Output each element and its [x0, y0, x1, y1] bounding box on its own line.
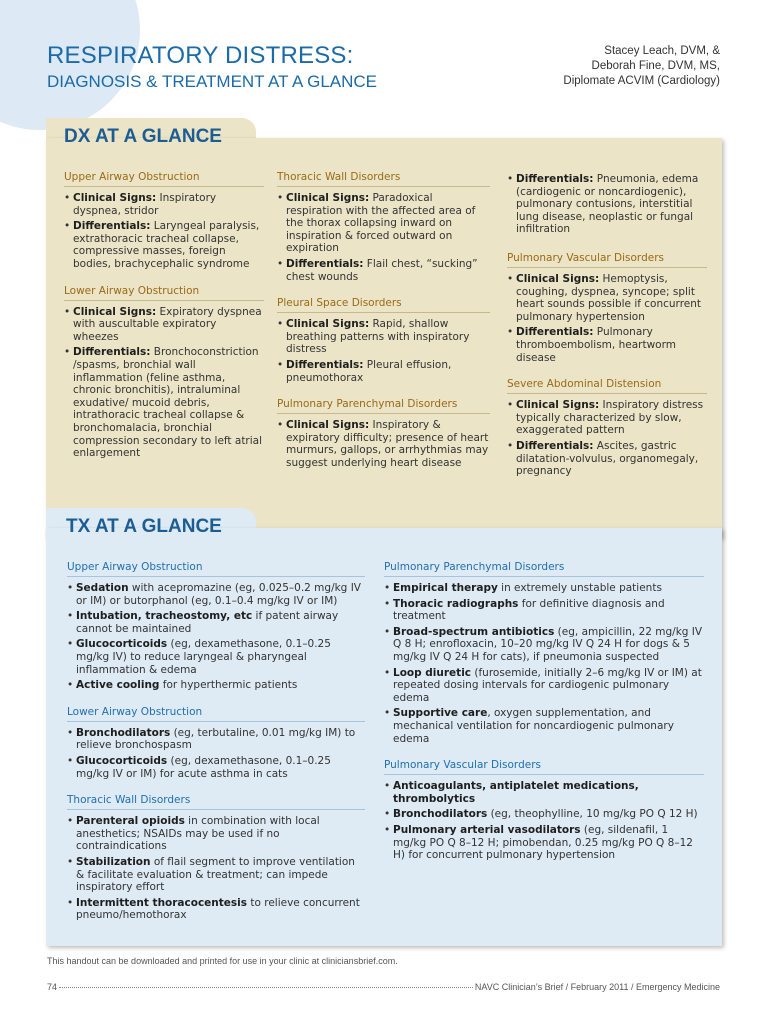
bullet-list [277, 192, 490, 283]
item-label: Bronchodilators [76, 726, 171, 739]
authors [563, 44, 720, 89]
item-text: with acepromazine (eg, 0.025–0.2 mg/kg IV or IM) or butorphanol (eg, 0.1–0.4 mg/kg IV or IM) [76, 582, 361, 607]
list-item [67, 897, 365, 922]
section [507, 378, 707, 478]
item-text: Ascites, gastric dilatation-volvulus, organomegaly, pregnancy [516, 439, 699, 478]
item-label: Clinical Signs: [516, 272, 600, 285]
item-label: Thoracic radiographs [393, 597, 519, 610]
item-text: Flail chest, “sucking” chest wounds [286, 257, 478, 283]
list-item [277, 192, 490, 255]
section [384, 759, 704, 862]
bullet-list [384, 780, 704, 862]
page-title: RESPIRATORY DISTRESS: [47, 42, 354, 69]
item-text: for definitive diagnosis and treatment [393, 597, 665, 623]
list-item [507, 173, 707, 236]
footer-leader-dots [59, 987, 473, 988]
item-text: for hyperthermic patients [159, 679, 298, 692]
list-item [507, 326, 707, 364]
bullet-list [384, 582, 704, 745]
dx-heading: DX AT A GLANCE [64, 126, 222, 147]
item-text: (furosemide, initially 2–6 mg/kg IV or IM) at repeated dosing intervals for cardiogenic pulmonary edema [393, 666, 702, 704]
item-label: Pulmonary arterial vasodilators [393, 823, 581, 836]
section [67, 561, 365, 692]
item-text: (eg, ampicillin, 22 mg/kg IV Q 8 H; enrofloxacin, 10–20 mg/kg IV Q 24 H for dogs & 5 mg/kg IV Q 24 H for cats), if pneumonia suspected [393, 625, 703, 663]
list-item [277, 318, 490, 356]
bullet-list [64, 192, 264, 271]
item-label: Differentials: [73, 220, 151, 233]
bullet-list [67, 815, 365, 922]
item-text: , oxygen supplementation, and mechanical ventilation for noncardiogenic pulmonary edema [393, 707, 674, 745]
item-label: Differentials: [73, 346, 151, 359]
item-label: Clinical Signs: [73, 192, 157, 204]
bullet-list [64, 306, 264, 460]
page-footer [47, 982, 720, 992]
item-text: Hemoptysis, coughing, dyspnea, syncope; split heart sounds possible if concurrent pulmonary hypertension [516, 272, 702, 323]
item-label: Clinical Signs: [286, 192, 370, 204]
item-text: in combination with local anesthetics; NSAIDs may be used if no contraindications [76, 815, 320, 853]
item-text: Pleural effusion, pneumothorax [286, 358, 452, 384]
author-line: Stacey Leach, DVM, & [604, 45, 720, 57]
item-text: Rapid, shallow breathing patterns with inspiratory distress [286, 318, 470, 356]
list-item [277, 359, 490, 384]
bullet-list [507, 399, 707, 478]
dx-column-3-lead [507, 173, 707, 236]
item-text: in extremely unstable patients [497, 582, 662, 594]
item-text: Bronchoconstriction /spasms, bronchial wall inflammation (feline asthma, chronic bronchitis), intraluminal exudative/ mucoid debris, intrathoracic tracheal collapse & bronchomalacia, bronchial compression secondary to left atrial enlargement [73, 346, 263, 460]
section [67, 794, 365, 922]
item-label: Active cooling [76, 679, 160, 692]
section-title: Thoracic Wall Disorders [277, 171, 490, 187]
bullet-list [277, 419, 490, 469]
list-item [67, 679, 365, 692]
footnote: This handout can be downloaded and printed for use in your clinic at cliniciansbrief.com. [47, 956, 398, 966]
item-text: if patent airway cannot be maintained [76, 610, 339, 635]
list-item [67, 638, 365, 676]
list-item [67, 856, 365, 894]
section-title: Pulmonary Vascular Disorders [384, 759, 704, 775]
section [67, 706, 365, 780]
item-text: to relieve concurrent pneumo/hemothorax [76, 896, 360, 922]
section [64, 285, 264, 460]
item-label: Differentials: [286, 358, 364, 371]
list-item [507, 273, 707, 323]
tx-heading: TX AT A GLANCE [66, 516, 222, 537]
item-text: Laryngeal paralysis, extrathoracic tracheal collapse, compressive masses, foreign bodies, brachycephalic syndrome [73, 220, 260, 270]
list-item [64, 220, 264, 270]
item-label: Clinical Signs: [516, 399, 600, 412]
list-item [384, 667, 704, 705]
section-title: Upper Airway Obstruction [64, 171, 264, 187]
item-label: Empirical therapy [393, 582, 498, 594]
item-text: Paradoxical respiration with the affected area of the thorax collapsing inward on inspiration & forced outward on expiration [286, 192, 476, 255]
section-title: Lower Airway Obstruction [64, 285, 264, 301]
section-title: Lower Airway Obstruction [67, 706, 365, 722]
section-title: Upper Airway Obstruction [67, 561, 365, 577]
item-label: Parenteral opioids [76, 815, 185, 828]
section-title: Pulmonary Parenchymal Disorders [277, 398, 490, 414]
list-item [384, 707, 704, 745]
list-item [67, 727, 365, 752]
section [64, 171, 264, 271]
item-label: Bronchodilators [393, 808, 488, 821]
section-title: Pulmonary Vascular Disorders [507, 252, 707, 268]
list-item [67, 815, 365, 853]
list-item [384, 582, 704, 595]
item-label: Stabilization [76, 855, 151, 868]
list-item [64, 192, 264, 217]
dx-column-2 [277, 171, 490, 484]
item-label: Clinical Signs: [286, 419, 370, 432]
list-item [67, 610, 365, 635]
item-label: Differentials: [516, 326, 594, 339]
item-text: (eg, theophylline, 10 mg/kg PO Q 12 H) [487, 808, 698, 821]
item-label: Anticoagulants, antiplatelet medications, thrombolytics [393, 780, 639, 805]
item-label: Clinical Signs: [73, 305, 157, 318]
list-item [384, 824, 704, 862]
page-number: 74 [47, 982, 58, 992]
item-label: Intubation, tracheostomy, etc [76, 610, 253, 623]
section-title: Severe Abdominal Distension [507, 378, 707, 394]
item-text: Inspiratory & expiratory difficulty; presence of heart murmurs, gallops, or arrhythmias may suggest underlying heart disease [286, 419, 489, 469]
item-text: Inspiratory distress typically characterized by slow, exaggerated pattern [516, 399, 704, 437]
publication-info: NAVC Clinician’s Brief / February 2011 / Emergency Medicine [474, 982, 720, 992]
item-text: Expiratory dyspnea with auscultable expiratory wheezes [73, 305, 262, 343]
section [277, 297, 490, 384]
item-text: Pulmonary thromboembolism, heartworm disease [516, 326, 676, 364]
item-label: Clinical Signs: [286, 318, 370, 331]
list-item [384, 626, 704, 664]
list-item [64, 306, 264, 344]
tx-column-2 [384, 561, 704, 876]
author-line: Diplomate ACVIM (Cardiology) [563, 75, 720, 87]
list-item [277, 258, 490, 283]
bullet-list [67, 582, 365, 692]
section-title: Pleural Space Disorders [277, 297, 490, 313]
list-item [507, 399, 707, 437]
item-label: Differentials: [286, 257, 364, 270]
item-text: (eg, dexamethasone, 0.1–0.25 mg/kg IV) to reduce laryngeal & pharyngeal inflammation & edema [76, 638, 331, 676]
list-item [384, 780, 704, 805]
list-item [384, 598, 704, 623]
item-text: (eg, sildenafil, 1 mg/kg PO Q 8–12 H; pimobendan, 0.25 mg/kg PO Q 8–12 H) for concurrent pulmonary hypertension [393, 823, 693, 862]
tx-column-1 [67, 561, 365, 936]
section-title: Thoracic Wall Disorders [67, 794, 365, 810]
item-text: Inspiratory dyspnea, stridor [73, 192, 217, 217]
list-item [67, 755, 365, 780]
item-text: Pneumonia, edema (cardiogenic or noncardiogenic), pulmonary contusions, interstitial lung disease, neoplastic or fungal infiltration [516, 173, 699, 236]
item-text: (eg, dexamethasone, 0.1–0.25 mg/kg IV or IM) for acute asthma in cats [76, 754, 331, 780]
list-item [384, 808, 704, 821]
item-label: Differentials: [516, 173, 594, 185]
item-label: Glucocorticoids [76, 638, 168, 651]
item-label: Glucocorticoids [76, 754, 168, 767]
item-text: (eg, terbutaline, 0.01 mg/kg IM) to relieve bronchospasm [76, 726, 356, 752]
item-text: of flail segment to improve ventilation & facilitate evaluation & treatment; can impede inspiratory effort [76, 855, 355, 894]
item-label: Intermittent thoracocentesis [76, 896, 248, 909]
section-title: Pulmonary Parenchymal Disorders [384, 561, 704, 577]
section [507, 252, 707, 364]
bullet-list [507, 273, 707, 364]
item-label: Sedation [76, 582, 129, 594]
dx-column-3 [507, 173, 707, 492]
section [384, 561, 704, 745]
item-label: Loop diuretic [393, 666, 472, 679]
page-subtitle: DIAGNOSIS & TREATMENT AT A GLANCE [47, 72, 378, 91]
list-item [507, 440, 707, 478]
dx-column-1 [64, 171, 264, 474]
section [277, 171, 490, 283]
item-label: Supportive care [393, 707, 488, 720]
list-item [67, 582, 365, 607]
bullet-list [67, 727, 365, 780]
item-label: Differentials: [516, 439, 594, 452]
dx-column-3-sections [507, 252, 707, 478]
bullet-list [277, 318, 490, 384]
list-item [64, 346, 264, 459]
author-line: Deborah Fine, DVM, MS, [591, 60, 720, 72]
item-label: Broad-spectrum antibiotics [393, 625, 555, 638]
section [277, 398, 490, 469]
list-item [277, 419, 490, 469]
